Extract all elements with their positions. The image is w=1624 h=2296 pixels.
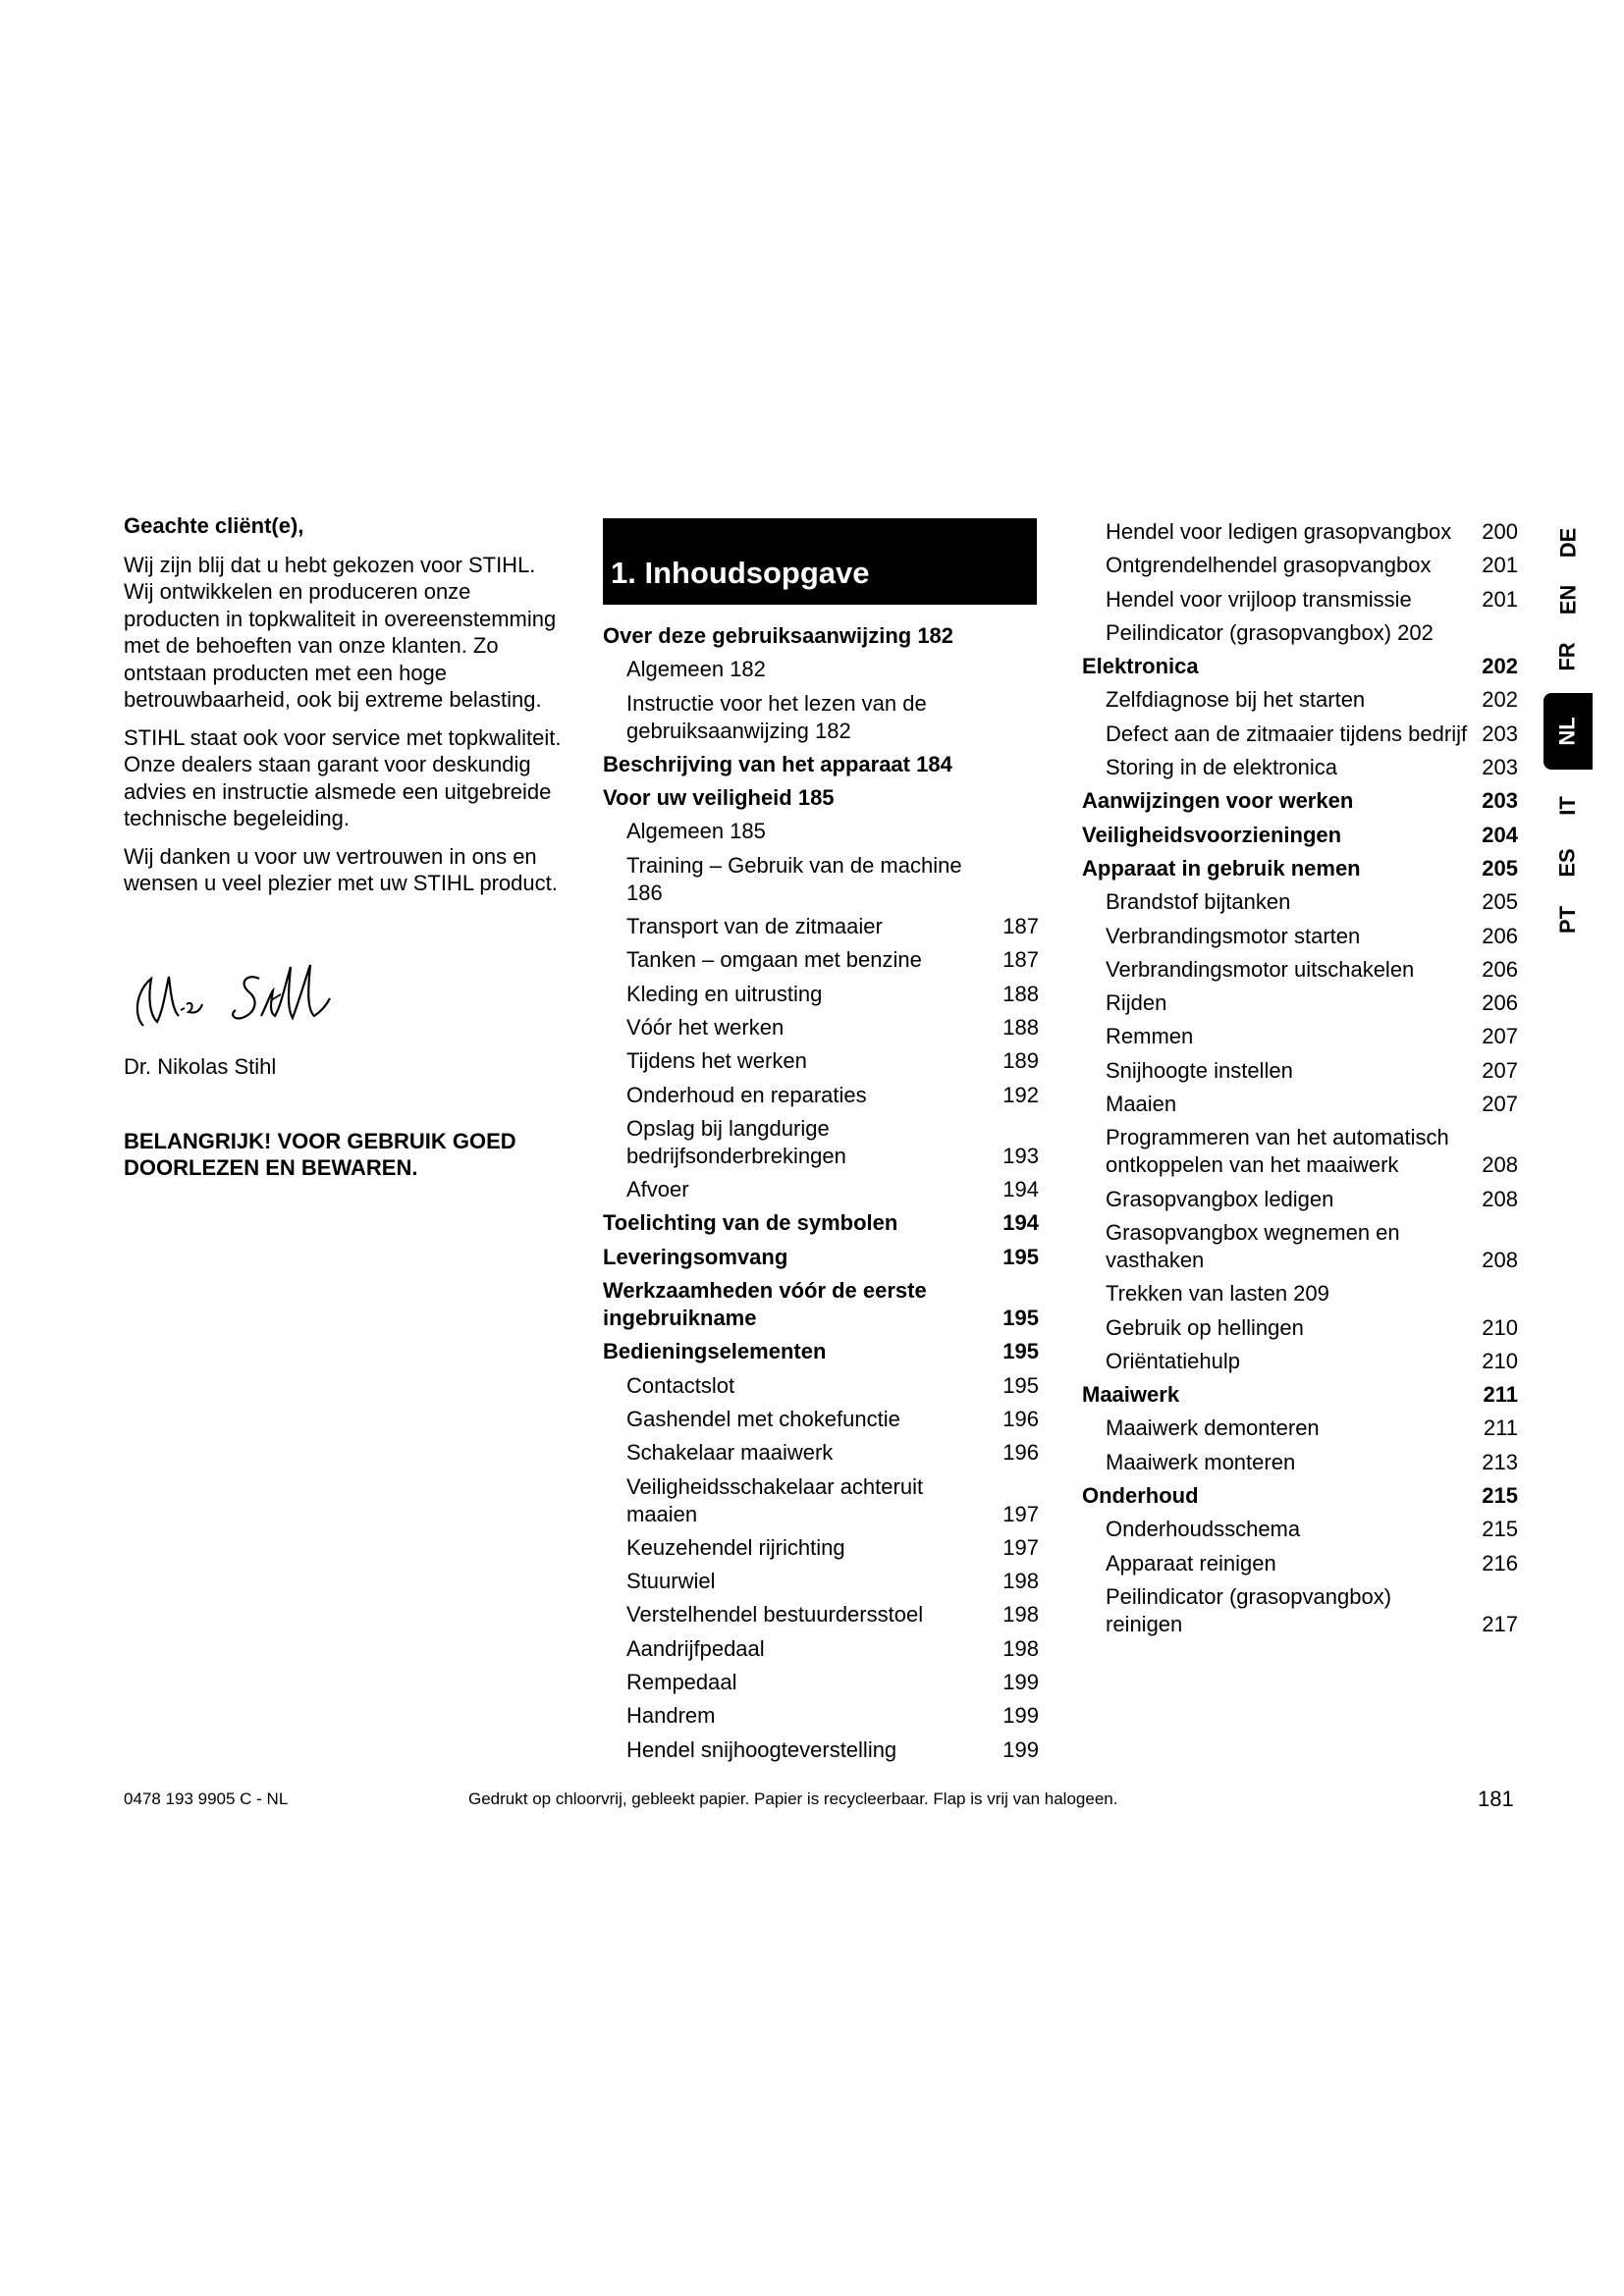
toc-entry-page: 195 (1002, 1244, 1039, 1269)
document-number: 0478 193 9905 C - NL (124, 1789, 289, 1808)
toc-entry-title: Instructie voor het lezen van de gebruiksaanwijzing 182 (626, 690, 927, 743)
toc-entry[interactable] (603, 1473, 1039, 1528)
letter-paragraph: Wij zijn blij dat u hebt gekozen voor STIHL. Wij ontwikkelen en produceren onze producten in topkwaliteit in overeenstemming met de behoeften van onze klanten. Zo ontstaan producten met een hoge betrouwbaarheid, ook bij extreme belasting. (124, 552, 557, 712)
toc-entry-page: 197 (1002, 1501, 1039, 1526)
toc-entry-page: 188 (1002, 981, 1039, 1006)
toc-entry-page: 202 (1482, 654, 1518, 679)
language-tab-label: NL (1554, 717, 1580, 746)
toc-entry[interactable] (603, 1635, 1039, 1663)
toc-entry-title: Ontgrendelhendel grasopvangbox (1106, 553, 1432, 578)
toc-entry[interactable] (1082, 1219, 1518, 1274)
toc-entry-page: 199 (1002, 1736, 1039, 1762)
page-number: 181 (1478, 1787, 1514, 1811)
toc-column-2 (1082, 518, 1518, 1644)
toc-entry-title: Opslag bij langdurige bedrijfsonderbrekingen (626, 1115, 846, 1168)
toc-entry[interactable] (603, 622, 1039, 650)
toc-entry-page: 204 (1482, 822, 1518, 847)
toc-entry-page: 217 (1482, 1611, 1518, 1636)
toc-entry-title: Toelichting van de symbolen (603, 1210, 898, 1236)
toc-entry[interactable] (603, 1372, 1039, 1400)
toc-entry-title: Zelfdiagnose bij het starten (1106, 687, 1366, 713)
toc-entry[interactable] (603, 1115, 1039, 1170)
toc-entry-page: 213 (1482, 1449, 1518, 1474)
toc-entry-page: 198 (1002, 1635, 1039, 1661)
toc-entry-title: Transport van de zitmaaier (626, 914, 883, 939)
signature (124, 957, 340, 1036)
toc-entry-page: 206 (1482, 956, 1518, 982)
toc-entry[interactable] (603, 1534, 1039, 1562)
toc-entry[interactable] (603, 1082, 1039, 1109)
toc-entry[interactable] (603, 1601, 1039, 1629)
toc-entry-title: Storing in de elektronica (1106, 755, 1338, 780)
toc-entry-title: Snijhoogte instellen (1106, 1057, 1293, 1083)
toc-entry[interactable] (1082, 1482, 1518, 1510)
toc-entry[interactable] (1082, 1415, 1518, 1442)
toc-entry-page: 215 (1482, 1483, 1518, 1509)
language-tab-pt[interactable] (1543, 891, 1593, 948)
toc-entry-title: Maaien (1106, 1092, 1177, 1117)
toc-entry[interactable] (603, 1209, 1039, 1237)
toc-entry-title: Gashendel met chokefunctie (626, 1406, 900, 1431)
toc-entry-title: Keuzehendel rijrichting (626, 1534, 845, 1560)
toc-entry-title: Rijden (1106, 990, 1167, 1016)
toc-entry-title: Kleding en uitrusting (626, 981, 823, 1006)
toc-title: 1. Inhoudsopgave (611, 556, 870, 590)
toc-entry[interactable] (603, 1439, 1039, 1467)
language-tab-label: EN (1555, 584, 1580, 615)
toc-entry-title: Bedieningselementen (603, 1339, 827, 1364)
toc-entry[interactable] (603, 1568, 1039, 1595)
toc-entry-title: Maaiwerk (1082, 1382, 1180, 1408)
language-tab-fr[interactable] (1543, 628, 1593, 685)
toc-entry-title: Voor uw veiligheid 185 (603, 785, 835, 811)
toc-entry-page: 194 (1002, 1210, 1039, 1236)
toc-entry-title: Afvoer (626, 1177, 689, 1202)
toc-entry[interactable] (1082, 1381, 1518, 1409)
toc-entry-title: Werkzaamheden vóór de eerste ingebruikname (603, 1278, 927, 1331)
toc-column-1 (603, 622, 1039, 1770)
toc-entry-page: 208 (1482, 1247, 1518, 1272)
toc-entry-title: Verstelhendel bestuurdersstoel (626, 1602, 924, 1628)
toc-entry-title: Algemeen 182 (626, 657, 766, 682)
toc-entry[interactable] (1082, 989, 1518, 1017)
toc-entry-title: Over deze gebruiksaanwijzing 182 (603, 623, 954, 648)
toc-entry[interactable] (1082, 754, 1518, 781)
toc-entry-title: Hendel voor vrijloop transmissie (1106, 586, 1412, 612)
toc-entry-title: Veiligheidsschakelaar achteruit maaien (626, 1473, 924, 1526)
toc-entry[interactable] (603, 913, 1039, 940)
toc-entry-title: Stuurwiel (626, 1569, 716, 1594)
language-tab-de[interactable] (1543, 514, 1593, 571)
toc-entry-page: 211 (1483, 1382, 1518, 1408)
toc-entry-page: 195 (1002, 1372, 1039, 1398)
toc-entry[interactable] (603, 1176, 1039, 1203)
toc-entry-title: Maaiwerk demonteren (1106, 1415, 1320, 1441)
toc-entry[interactable] (1082, 1280, 1518, 1308)
toc-entry[interactable] (603, 1014, 1039, 1041)
toc-entry-page: 201 (1482, 553, 1518, 578)
toc-entry-page: 195 (1002, 1339, 1039, 1364)
toc-entry-page: 207 (1482, 1024, 1518, 1049)
toc-entry[interactable] (1082, 888, 1518, 916)
toc-entry[interactable] (1082, 1348, 1518, 1375)
toc-title-box (603, 518, 1037, 605)
toc-entry-page: 215 (1482, 1517, 1518, 1542)
toc-entry-title: Apparaat reinigen (1106, 1550, 1276, 1575)
toc-entry-title: Apparaat in gebruik nemen (1082, 855, 1361, 881)
toc-entry-page: 196 (1002, 1440, 1039, 1466)
toc-entry-title: Veiligheidsvoorzieningen (1082, 822, 1342, 847)
toc-entry[interactable] (1082, 1023, 1518, 1050)
toc-entry[interactable] (1082, 787, 1518, 815)
toc-entry[interactable] (1082, 1516, 1518, 1543)
toc-entry-page: 210 (1482, 1314, 1518, 1340)
toc-entry[interactable] (603, 1736, 1039, 1764)
toc-entry-title: Trekken van lasten 209 (1106, 1281, 1329, 1307)
toc-entry-page: 201 (1482, 586, 1518, 612)
toc-entry-title: Brandstof bijtanken (1106, 889, 1291, 915)
language-tab-label: IT (1555, 796, 1580, 816)
toc-entry-page: 205 (1482, 855, 1518, 881)
toc-entry-title: Contactslot (626, 1372, 735, 1398)
greeting: Geachte cliënt(e), (124, 513, 304, 538)
toc-entry-page: 192 (1002, 1082, 1039, 1107)
toc-entry[interactable] (1082, 518, 1518, 546)
toc-entry-title: Gebruik op hellingen (1106, 1314, 1304, 1340)
letter-paragraph: Wij danken u voor uw vertrouwen in ons en wensen u veel plezier met uw STIHL product. (124, 843, 558, 895)
toc-entry[interactable] (1082, 1314, 1518, 1342)
toc-entry-page: 193 (1002, 1143, 1039, 1168)
toc-entry-title: Beschrijving van het apparaat 184 (603, 751, 952, 776)
toc-entry[interactable] (603, 784, 1039, 812)
toc-entry-title: Onderhoud en reparaties (626, 1082, 867, 1107)
toc-entry[interactable] (1082, 956, 1518, 984)
toc-entry-title: Onderhoudsschema (1106, 1517, 1301, 1542)
toc-entry-title: Remmen (1106, 1024, 1194, 1049)
letter (124, 512, 566, 1181)
toc-entry[interactable] (1082, 1550, 1518, 1577)
toc-entry-page: 206 (1482, 990, 1518, 1016)
toc-entry[interactable] (1082, 1583, 1518, 1638)
language-tabs (1543, 514, 1593, 948)
toc-entry-page: 210 (1482, 1348, 1518, 1373)
toc-entry-page: 207 (1482, 1092, 1518, 1117)
language-tab-nl[interactable] (1543, 693, 1593, 770)
toc-entry-title: Grasopvangbox ledigen (1106, 1186, 1334, 1211)
toc-entry[interactable] (603, 946, 1039, 974)
toc-entry[interactable] (603, 751, 1039, 778)
toc-entry-page: 211 (1483, 1415, 1518, 1441)
toc-entry-title: Tanken – omgaan met benzine (626, 947, 922, 973)
toc-entry-title: Tijdens het werken (626, 1048, 807, 1074)
toc-entry[interactable] (1082, 721, 1518, 748)
toc-entry[interactable] (1082, 1124, 1518, 1179)
toc-entry[interactable] (603, 818, 1039, 845)
language-tab-label: DE (1555, 527, 1580, 559)
signatory-name: Dr. Nikolas Stihl (124, 1054, 277, 1079)
toc-entry[interactable] (603, 1277, 1039, 1332)
toc-entry-page: 189 (1002, 1048, 1039, 1074)
toc-entry-title: Training – Gebruik van de machine 186 (626, 852, 962, 905)
toc-entry[interactable] (603, 981, 1039, 1008)
toc-entry-page: 207 (1482, 1057, 1518, 1083)
toc-entry[interactable] (1082, 619, 1518, 647)
toc-entry[interactable] (1082, 1091, 1518, 1118)
toc-entry[interactable] (1082, 1186, 1518, 1213)
toc-entry-page: 206 (1482, 923, 1518, 948)
toc-entry[interactable] (603, 1244, 1039, 1271)
toc-entry-title: Verbrandingsmotor starten (1106, 923, 1361, 948)
toc-entry-page: 203 (1482, 755, 1518, 780)
language-tab-label: ES (1554, 848, 1580, 878)
toc-entry-page: 196 (1002, 1406, 1039, 1431)
toc-entry-title: Defect aan de zitmaaier tijdens bedrijf (1106, 721, 1468, 746)
language-tab-label: PT (1555, 905, 1580, 934)
toc-entry-page: 205 (1482, 889, 1518, 915)
letter-paragraph: STIHL staat ook voor service met topkwaliteit. Onze dealers staan garant voor deskundig advies en instructie alsmede een uitgebreide technische begeleiding. (124, 724, 562, 830)
toc-entry[interactable] (603, 656, 1039, 683)
toc-entry-title: Aandrijfpedaal (626, 1635, 765, 1661)
toc-entry-title: Peilindicator (grasopvangbox) 202 (1106, 619, 1434, 645)
toc-entry-title: Schakelaar maaiwerk (626, 1440, 834, 1466)
toc-entry-title: Hendel snijhoogteverstelling (626, 1736, 897, 1762)
toc-entry-page: 208 (1482, 1186, 1518, 1211)
toc-entry[interactable] (1082, 552, 1518, 579)
toc-entry[interactable] (603, 690, 1039, 745)
toc-entry[interactable] (603, 852, 1039, 907)
toc-entry-title: Grasopvangbox wegnemen en vasthaken (1106, 1219, 1400, 1272)
paper-note: Gedrukt op chloorvrij, gebleekt papier. Papier is recycleerbaar. Flap is vrij van halogeen. (468, 1789, 1118, 1808)
toc-entry[interactable] (603, 1047, 1039, 1075)
toc-entry-title: Oriëntatiehulp (1106, 1348, 1240, 1373)
important-notice: BELANGRIJK! VOOR GEBRUIK GOED DOORLEZEN EN BEWAREN. (124, 1128, 516, 1180)
toc-entry-page: 187 (1002, 914, 1039, 939)
toc-entry-title: Hendel voor ledigen grasopvangbox (1106, 519, 1452, 544)
toc-entry[interactable] (603, 1702, 1039, 1730)
toc-entry-title: Onderhoud (1082, 1483, 1199, 1509)
language-tab-label: FR (1554, 642, 1580, 671)
toc-entry-title: Maaiwerk monteren (1106, 1449, 1296, 1474)
toc-entry-page: 216 (1482, 1550, 1518, 1575)
toc-entry[interactable] (1082, 653, 1518, 680)
language-tab-es[interactable] (1543, 834, 1593, 891)
toc-entry-page: 203 (1482, 721, 1518, 746)
toc-entry-page: 197 (1002, 1534, 1039, 1560)
toc-entry-title: Verbrandingsmotor uitschakelen (1106, 956, 1415, 982)
toc-entry-title: Programmeren van het automatisch ontkoppelen van het maaiwerk (1106, 1125, 1449, 1178)
language-tab-it[interactable] (1543, 777, 1593, 834)
toc-entry-page: 203 (1482, 788, 1518, 814)
toc-entry[interactable] (603, 1406, 1039, 1433)
toc-entry-page: 208 (1482, 1152, 1518, 1178)
toc-entry-page: 195 (1002, 1306, 1039, 1331)
toc-entry-page: 194 (1002, 1177, 1039, 1202)
toc-entry-page: 199 (1002, 1670, 1039, 1695)
toc-entry-title: Elektronica (1082, 654, 1199, 679)
toc-entry[interactable] (1082, 822, 1518, 849)
toc-entry[interactable] (1082, 1057, 1518, 1085)
toc-entry-title: Aanwijzingen voor werken (1082, 788, 1354, 814)
toc-entry-page: 198 (1002, 1602, 1039, 1628)
toc-entry[interactable] (1082, 586, 1518, 614)
toc-entry[interactable] (1082, 686, 1518, 714)
toc-entry-page: 198 (1002, 1569, 1039, 1594)
toc-entry-title: Peilindicator (grasopvangbox) reinigen (1106, 1583, 1392, 1636)
language-tab-en[interactable] (1543, 571, 1593, 628)
toc-entry[interactable] (1082, 923, 1518, 950)
toc-entry-title: Algemeen 185 (626, 819, 766, 844)
toc-entry[interactable] (1082, 855, 1518, 882)
toc-entry-title: Rempedaal (626, 1670, 737, 1695)
toc-entry[interactable] (1082, 1449, 1518, 1476)
toc-entry-page: 202 (1482, 687, 1518, 713)
toc-entry-title: Leveringsomvang (603, 1244, 788, 1269)
toc-entry-page: 187 (1002, 947, 1039, 973)
toc-entry-page: 200 (1482, 519, 1518, 544)
toc-entry-title: Vóór het werken (626, 1014, 785, 1040)
toc-entry-page: 188 (1002, 1014, 1039, 1040)
toc-entry-page: 199 (1002, 1703, 1039, 1729)
toc-entry[interactable] (603, 1669, 1039, 1696)
toc-entry[interactable] (603, 1338, 1039, 1365)
toc-entry-title: Handrem (626, 1703, 716, 1729)
